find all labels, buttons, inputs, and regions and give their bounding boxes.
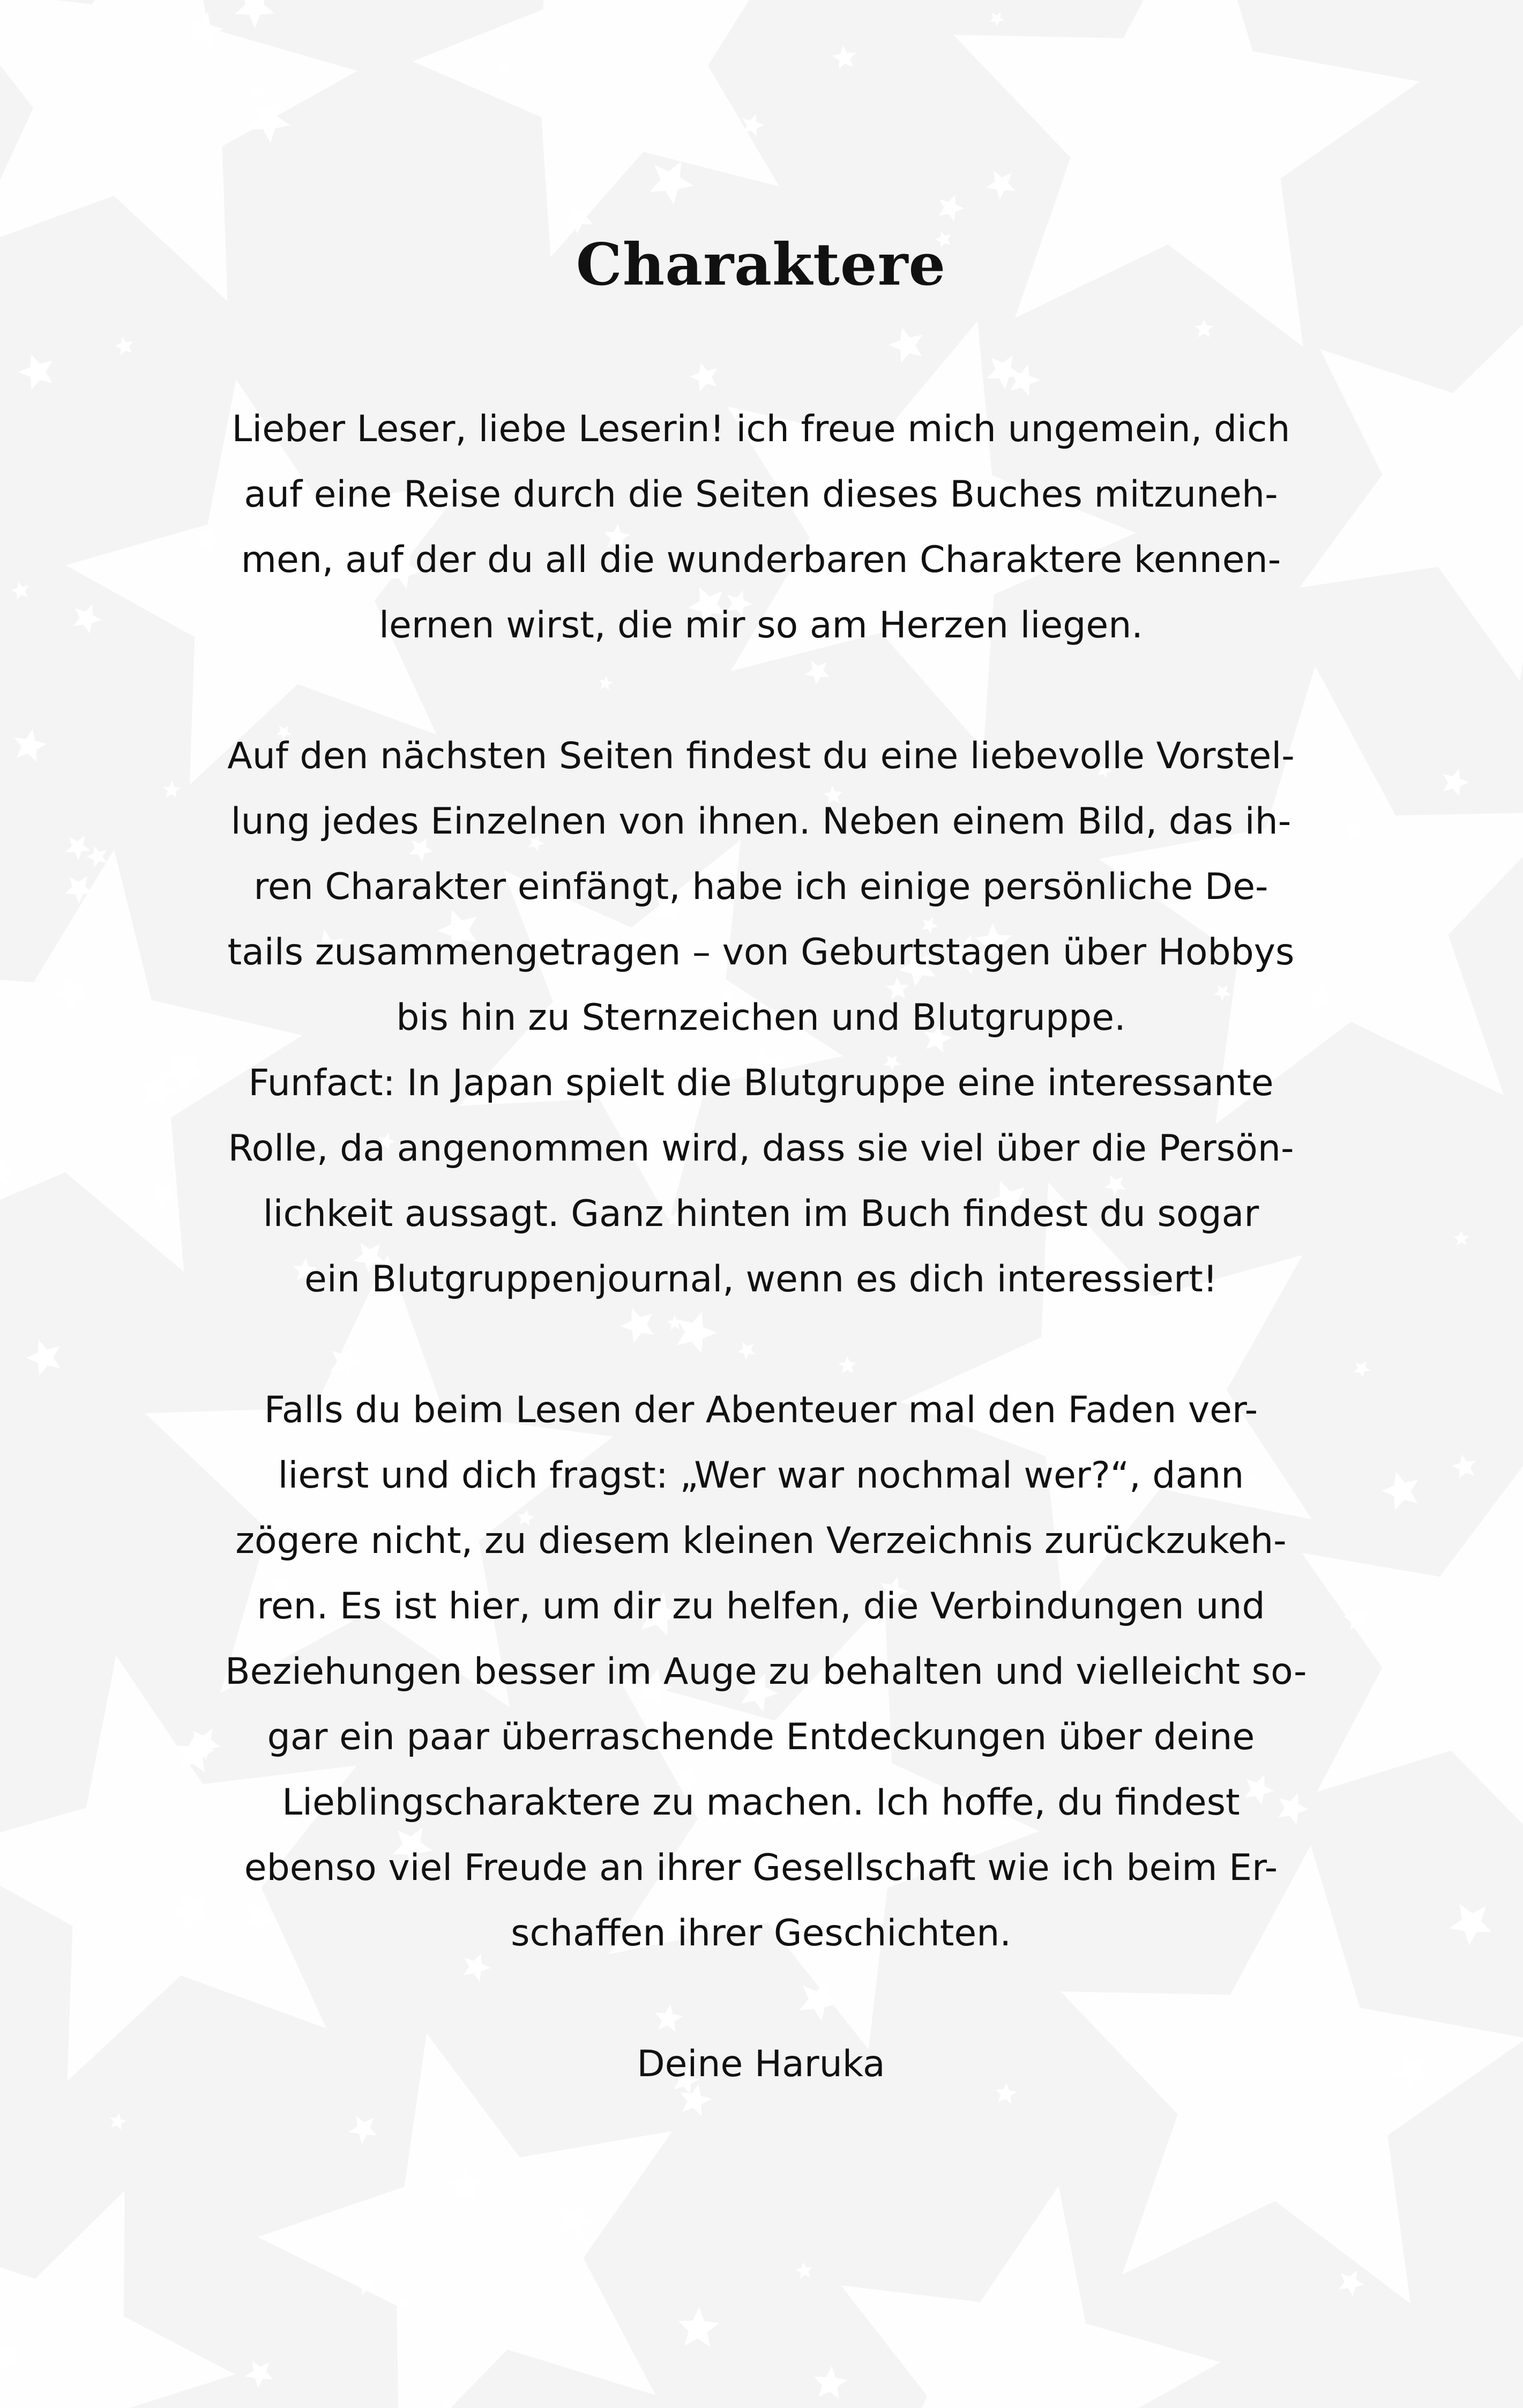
background-sparkle — [939, 195, 965, 221]
background-sparkle — [649, 161, 693, 205]
text-line: schaffen ihrer Geschichten. — [511, 1912, 1011, 1954]
text-line: lung jedes Einzelnen von ihnen. Neben einem Bild, das ih- — [230, 800, 1291, 843]
background-sparkle — [1354, 1361, 1370, 1378]
background-star — [1300, 295, 1523, 681]
text-line: Auf den nächsten Seiten findest du eine liebevolle Vorstel- — [227, 734, 1295, 777]
text-line: Lieblingscharaktere zu machen. Ich hoffe, du findest — [282, 1781, 1240, 1824]
text-line: zögere nicht, zu diesem kleinen Verzeichnis zurückzukeh- — [235, 1519, 1287, 1562]
page-title: Charaktere — [576, 231, 946, 299]
background-sparkle — [1382, 1472, 1419, 1511]
background-sparkle — [1443, 769, 1469, 797]
background-star — [413, 0, 783, 257]
paragraph-details — [225, 724, 1297, 1312]
background-sparkle — [73, 604, 102, 634]
background-sparkle — [814, 2366, 848, 2399]
background-sparkle — [986, 171, 1016, 200]
background-sparkle — [349, 2116, 377, 2144]
text-line: ebenso viel Freude an ihrer Gesellschaft wie ich beim Er- — [244, 1846, 1278, 1889]
background-sparkle — [26, 1340, 60, 1376]
signature: Deine Haruka — [637, 2042, 885, 2085]
background-sparkle — [18, 354, 53, 390]
background-sparkle — [245, 2361, 273, 2388]
text-line: lichkeit aussagt. Ganz hinten im Buch findest du sogar — [263, 1192, 1259, 1235]
background-sparkle — [235, 0, 275, 28]
text-line: Beziehungen besser im Auge zu behalten und vielleicht so- — [225, 1650, 1307, 1693]
text-line: bis hin zu Sternzeichen und Blutgruppe. — [396, 996, 1126, 1039]
background-sparkle — [11, 582, 29, 600]
background-sparkle — [14, 729, 47, 762]
background-sparkle — [1453, 1231, 1469, 1246]
background-sparkle — [1339, 2271, 1364, 2296]
background-sparkle — [1452, 1454, 1476, 1478]
background-star — [0, 2191, 235, 2408]
paragraph-directory — [225, 1378, 1307, 1966]
text-line: Falls du beim Lesen der Abenteuer mal den Faden ver- — [264, 1388, 1258, 1431]
text-line: tails zusammengetragen – von Geburtstagen über Hobbys — [227, 931, 1295, 973]
background-sparkle — [115, 337, 133, 355]
page-content — [225, 231, 1307, 2097]
text-line: gar ein paar überraschende Entdeckungen über deine — [267, 1715, 1255, 1758]
background-sparkle — [110, 2113, 126, 2130]
background-sparkle — [163, 781, 180, 798]
background-sparkle — [795, 2262, 812, 2279]
text-line: lierst und dich fragst: „Wer war nochmal wer?“, dann — [278, 1454, 1244, 1497]
text-line: lernen wirst, die mir so am Herzen liegen. — [379, 604, 1143, 646]
background-sparkle — [1449, 1904, 1491, 1946]
background-sparkle — [832, 46, 856, 69]
background-sparkle — [989, 12, 1004, 27]
paragraph-spacer — [225, 1312, 1297, 1378]
background-sparkle — [678, 2307, 719, 2347]
text-line: ren Charakter einfängt, habe ich einige persönliche De- — [253, 865, 1268, 908]
text-line: men, auf der du all die wunderbaren Charaktere kennen- — [241, 538, 1281, 581]
background-sparkle — [86, 846, 107, 867]
text-line: Rolle, da angenommen wird, dass sie viel über die Persön- — [228, 1127, 1294, 1170]
text-line: Funfact: In Japan spielt die Blutgruppe eine interessante — [248, 1061, 1274, 1104]
text-line: ren. Es ist hier, um dir zu helfen, die Verbindungen und — [257, 1585, 1265, 1627]
background-star — [1302, 1465, 1523, 1851]
paragraph-spacer — [225, 658, 1297, 724]
paragraph-intro — [225, 397, 1297, 658]
text-line: ein Blutgruppenjournal, wenn es dich interessiert! — [304, 1258, 1218, 1300]
text-line: Lieber Leser, liebe Leserin! ich freue mich ungemein, dich — [232, 407, 1290, 450]
text-line: auf eine Reise durch die Seiten dieses Buches mitzuneh- — [244, 473, 1278, 516]
